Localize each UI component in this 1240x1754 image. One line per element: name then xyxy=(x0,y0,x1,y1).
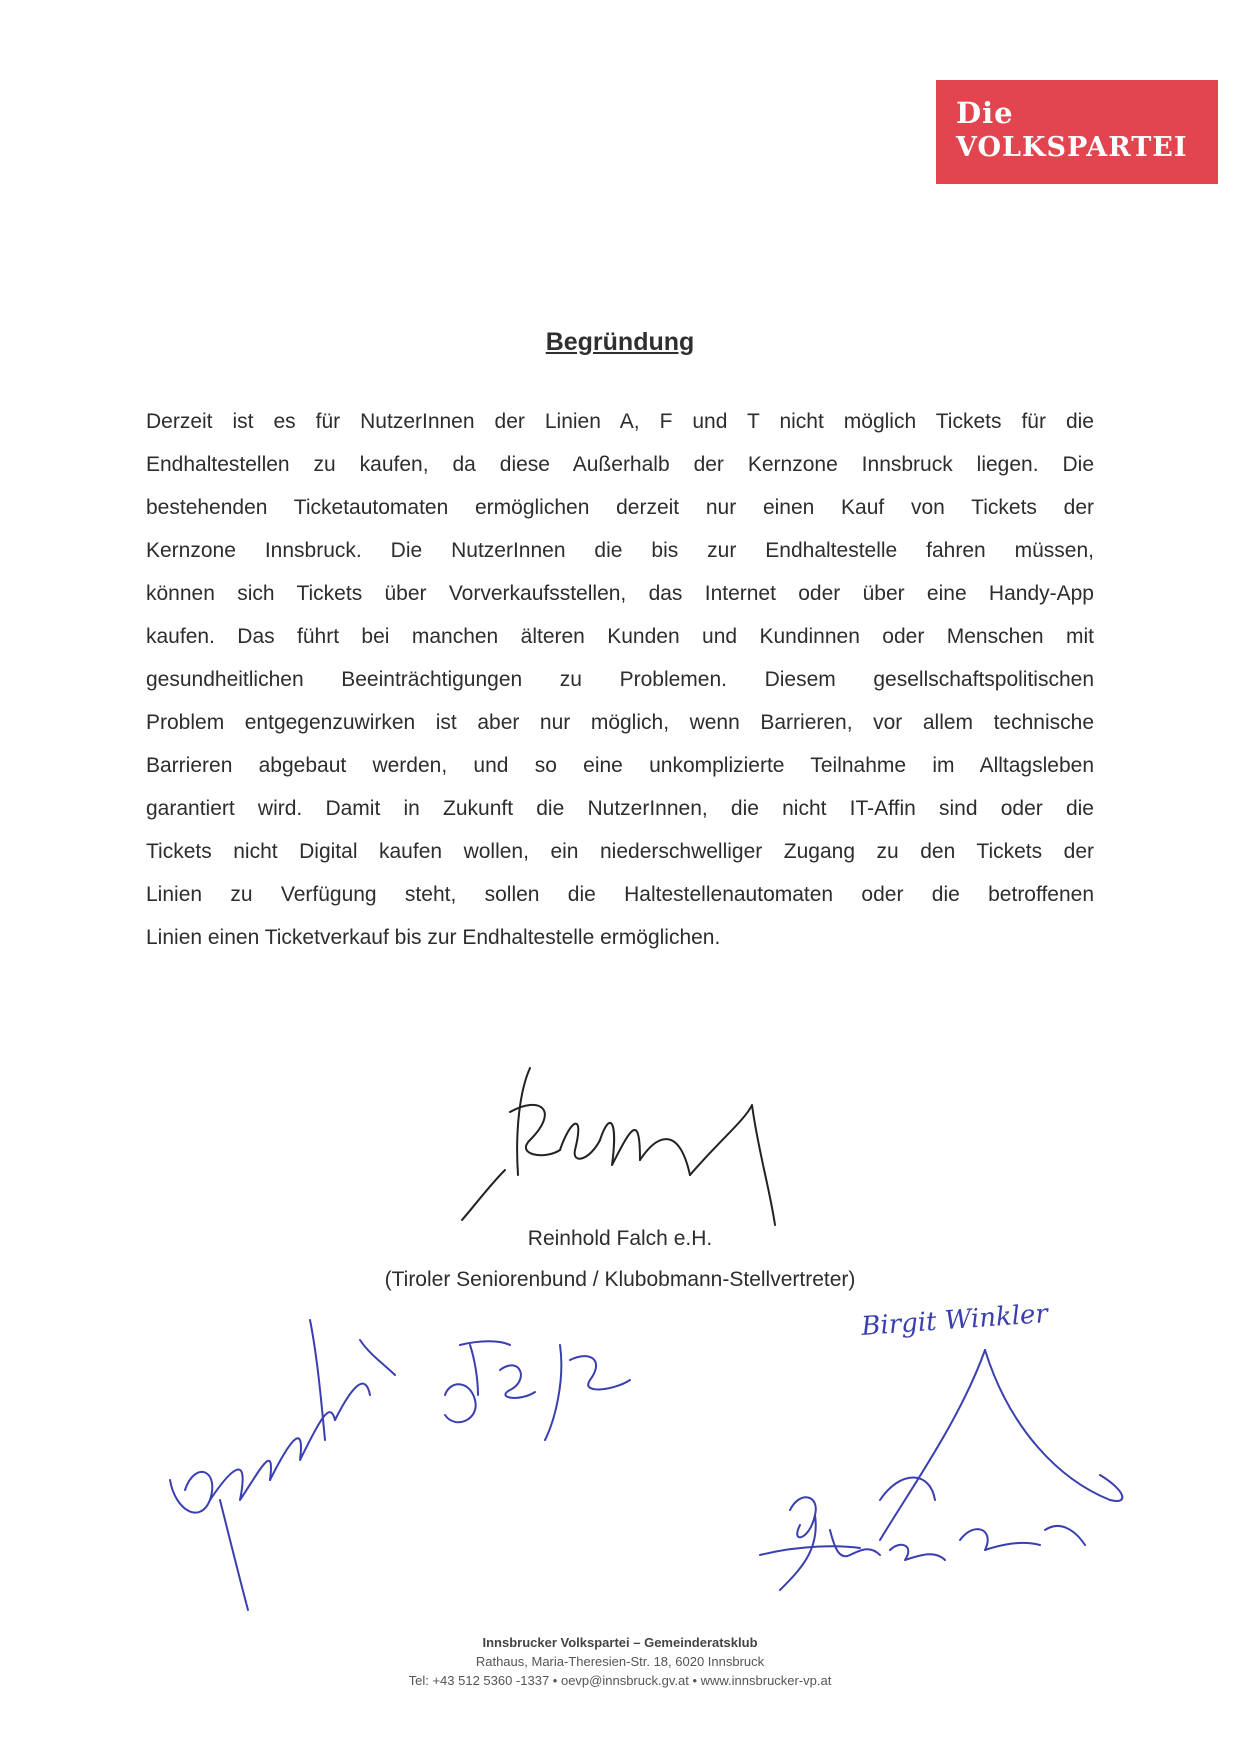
document-title: Begründung xyxy=(545,328,695,356)
body-line: Linien zu Verfügung steht, sollen die Haltestellenautomaten oder die betroffenen xyxy=(146,883,1094,906)
body-line: Derzeit ist es für NutzerInnen der Linien A, F und T nicht möglich Tickets für die xyxy=(146,410,1094,433)
body-line: bestehenden Ticketautomaten ermöglichen derzeit nur einen Kauf von Tickets der xyxy=(146,496,1094,519)
body-line: kaufen. Das führt bei manchen älteren Kunden und Kundinnen oder Menschen mit xyxy=(146,625,1094,648)
body-line: garantiert wird. Damit in Zukunft die NutzerInnen, die nicht IT-Affin sind oder die xyxy=(146,797,1094,820)
body-paragraph xyxy=(146,400,1094,959)
body-line: gesundheitlichen Beeinträchtigungen zu Problemen. Diesem gesellschaftspolitischen xyxy=(146,668,1094,691)
signature-middle xyxy=(445,1341,630,1440)
footer-address: Rathaus, Maria-Theresien-Str. 18, 6020 Innsbruck xyxy=(475,1654,765,1669)
footer xyxy=(0,1633,1240,1690)
signature-birgit-winkler xyxy=(859,1299,1050,1342)
signer-role: (Tiroler Seniorenbund / Klubobmann-Stellvertreter) xyxy=(384,1268,856,1291)
body-line: können sich Tickets über Vorverkaufsstellen, das Internet oder über eine Handy-App xyxy=(146,582,1094,605)
body-line: Barrieren abgebaut werden, und so eine unkomplizierte Teilnahme im Alltagsleben xyxy=(146,754,1094,777)
handwritten-name-birgit-winkler: Birgit Winkler xyxy=(860,1299,1049,1342)
body-line: Endhaltestellen zu kaufen, da diese Außerhalb der Kernzone Innsbruck liegen. Die xyxy=(146,453,1094,476)
body-line: Tickets nicht Digital kaufen wollen, ein niederschwelliger Zugang zu den Tickets der xyxy=(146,840,1094,863)
footer-organization: Innsbrucker Volkspartei – Gemeinderatsklub xyxy=(482,1635,758,1650)
signer-name: Reinhold Falch e.H. xyxy=(527,1227,713,1250)
footer-contact: Tel: +43 512 5360 -1337 • oevp@innsbruck.gv.at • www.innsbrucker-vp.at xyxy=(408,1673,832,1688)
logo-line-1: Die xyxy=(956,96,1014,130)
signature-reinhold-falch xyxy=(462,1068,775,1225)
body-line: Kernzone Innsbruck. Die NutzerInnen die bis zur Endhaltestelle fahren müssen, xyxy=(146,539,1094,562)
body-line: Linien einen Ticketverkauf bis zur Endhaltestelle ermöglichen. xyxy=(146,926,721,949)
logo-line-2: VOLKSPARTEI xyxy=(956,132,1188,163)
party-logo xyxy=(936,80,1218,184)
signature-left xyxy=(170,1320,395,1610)
body-line: Problem entgegenzuwirken ist aber nur möglich, wenn Barrieren, vor allem technische xyxy=(146,711,1094,734)
signature-right xyxy=(760,1350,1122,1590)
